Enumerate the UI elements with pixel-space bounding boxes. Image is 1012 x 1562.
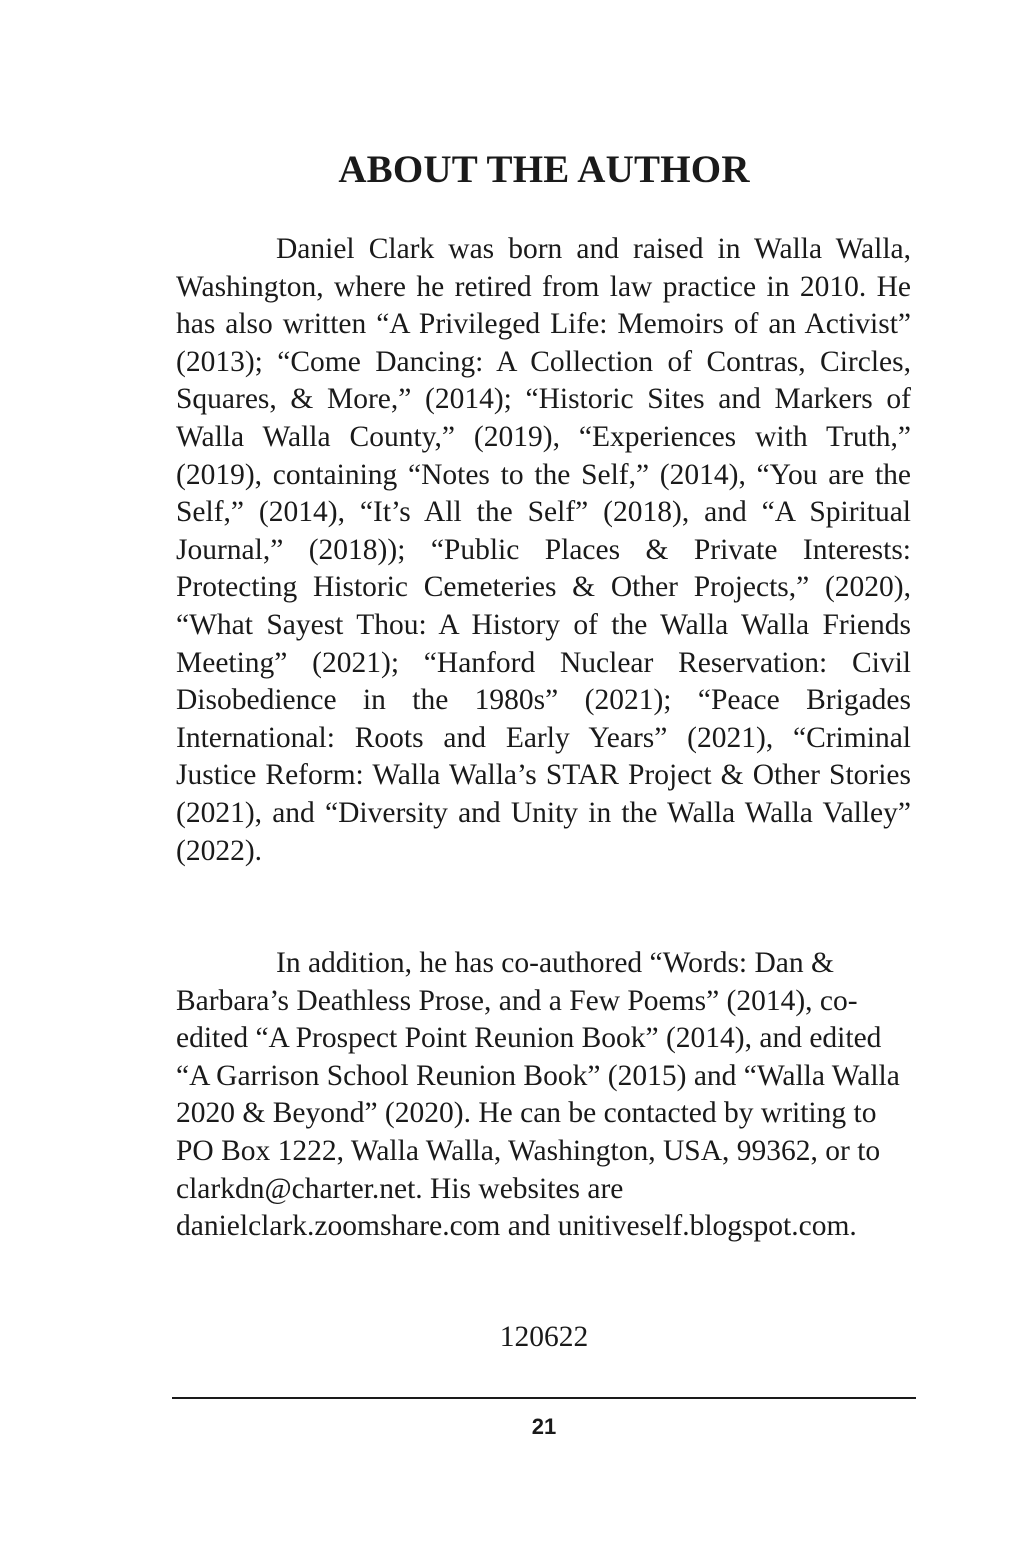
page-title: ABOUT THE AUTHOR [338, 148, 750, 191]
page-number: 21 [531, 1414, 557, 1439]
date-code: 120622 [499, 1321, 589, 1353]
author-bio-paragraph: Daniel Clark was born and raised in Walla Walla, Washington, where he retired from law practice in 2010. He has also written “A Privileged Life: Memoirs of an Activist” (2013); “Come Dancing: A Collection of Contras, Circles, Squares, & More,” (2014); “Historic Sites and Markers of Walla Walla County,” (2019), “Experiences with Truth,” (2019), containing “Notes to the Self,” (2014), “You are the Self,” (2014), “It’s All the Self” (2018), and “A Spiritual Journal,” (2018)); “Public Places & Private Interests: Protecting Historic Cemeteries & Other Projects,” (2020), “What Sayest Thou: A History of the Walla Walla Friends Meeting” (2021); “Hanford Nuclear Reservation: Civil Disobedience in the 1980s” (2021); “Peace Brigades International: Roots and Early Years” (2021), “Criminal Justice Reform: Walla Walla’s STAR Project & Other Stories (2021), and “Diversity and Unity in the Walla Walla Valley” (2022). [176, 233, 911, 867]
additional-works-paragraph: In addition, he has co-authored “Words: Dan & Barbara’s Deathless Prose, and a Few Poems” (2014), co-edited “A Prospect Point Reunion Book” (2014), and edited “A Garrison School Reunion Book” (2015) and “Walla Walla 2020 & Beyond” (2020). He can be contacted by writing to PO Box 1222, Walla Walla, Washington, USA, 99362, or to clarkdn@charter.net. His websites are danielclark.zoomshare.com and unitiveself.blogspot.com. [176, 947, 900, 1243]
footer-divider [172, 1397, 916, 1399]
